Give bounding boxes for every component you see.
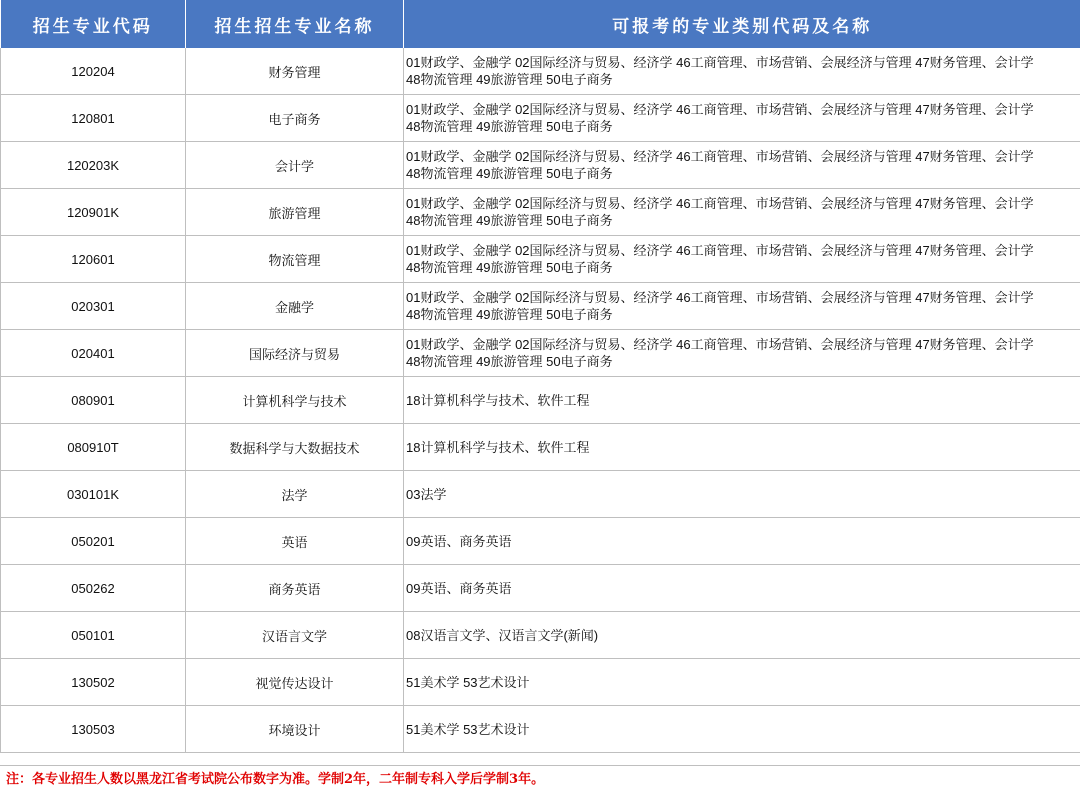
eligible-categories-cell: 01财政学、金融学 02国际经济与贸易、经济学 46工商管理、市场营销、会展经济与管理 47财务管理、会计学 48物流管理 49旅游管理 50电子商务 bbox=[404, 330, 1080, 377]
table-header-row bbox=[1, 0, 1080, 48]
table-row bbox=[1, 706, 1080, 753]
major-name-cell: 汉语言文学 bbox=[186, 612, 404, 659]
major-name-cell: 财务管理 bbox=[186, 48, 404, 95]
eligible-categories-cell: 01财政学、金融学 02国际经济与贸易、经济学 46工商管理、市场营销、会展经济与管理 47财务管理、会计学 48物流管理 49旅游管理 50电子商务 bbox=[404, 48, 1080, 95]
eligible-categories-cell: 03法学 bbox=[404, 471, 1080, 518]
major-name-cell: 计算机科学与技术 bbox=[186, 377, 404, 424]
header-major-name: 招生招生专业名称 bbox=[186, 0, 404, 48]
major-code-cell: 020401 bbox=[1, 330, 186, 377]
major-name-cell: 国际经济与贸易 bbox=[186, 330, 404, 377]
eligible-categories-cell: 01财政学、金融学 02国际经济与贸易、经济学 46工商管理、市场营销、会展经济与管理 47财务管理、会计学 48物流管理 49旅游管理 50电子商务 bbox=[404, 236, 1080, 283]
table-row bbox=[1, 471, 1080, 518]
table-row bbox=[1, 377, 1080, 424]
major-code-cell: 030101K bbox=[1, 471, 186, 518]
major-name-cell: 会计学 bbox=[186, 142, 404, 189]
eligible-categories-cell: 01财政学、金融学 02国际经济与贸易、经济学 46工商管理、市场营销、会展经济与管理 47财务管理、会计学 48物流管理 49旅游管理 50电子商务 bbox=[404, 189, 1080, 236]
eligible-categories-cell: 18计算机科学与技术、软件工程 bbox=[404, 424, 1080, 471]
eligible-categories-cell: 09英语、商务英语 bbox=[404, 518, 1080, 565]
table-row bbox=[1, 236, 1080, 283]
eligible-categories-cell: 01财政学、金融学 02国际经济与贸易、经济学 46工商管理、市场营销、会展经济与管理 47财务管理、会计学 48物流管理 49旅游管理 50电子商务 bbox=[404, 95, 1080, 142]
eligible-categories-cell: 51美术学 53艺术设计 bbox=[404, 706, 1080, 753]
table-row bbox=[1, 330, 1080, 377]
major-code-cell: 120601 bbox=[1, 236, 186, 283]
major-name-cell: 旅游管理 bbox=[186, 189, 404, 236]
major-code-cell: 130502 bbox=[1, 659, 186, 706]
eligible-categories-cell: 08汉语言文学、汉语言文学(新闻) bbox=[404, 612, 1080, 659]
major-code-cell: 050101 bbox=[1, 612, 186, 659]
header-eligible-categories: 可报考的专业类别代码及名称 bbox=[404, 0, 1080, 48]
table-row bbox=[1, 142, 1080, 189]
major-name-cell: 视觉传达设计 bbox=[186, 659, 404, 706]
major-code-cell: 080910T bbox=[1, 424, 186, 471]
footnote: 注：各专业招生人数以黑龙江省考试院公布数字为准。学制2年，二年制专科入学后学制3年。 bbox=[0, 765, 1080, 793]
header-major-code: 招生专业代码 bbox=[1, 0, 186, 48]
table-row bbox=[1, 283, 1080, 330]
major-code-cell: 050201 bbox=[1, 518, 186, 565]
major-code-cell: 120801 bbox=[1, 95, 186, 142]
eligible-categories-cell: 01财政学、金融学 02国际经济与贸易、经济学 46工商管理、市场营销、会展经济与管理 47财务管理、会计学 48物流管理 49旅游管理 50电子商务 bbox=[404, 142, 1080, 189]
major-code-cell: 120204 bbox=[1, 48, 186, 95]
table-row bbox=[1, 518, 1080, 565]
table-row bbox=[1, 189, 1080, 236]
eligible-categories-cell: 18计算机科学与技术、软件工程 bbox=[404, 377, 1080, 424]
table-row bbox=[1, 48, 1080, 95]
eligible-categories-cell: 51美术学 53艺术设计 bbox=[404, 659, 1080, 706]
table-row bbox=[1, 95, 1080, 142]
major-code-cell: 050262 bbox=[1, 565, 186, 612]
major-name-cell: 英语 bbox=[186, 518, 404, 565]
major-code-cell: 120203K bbox=[1, 142, 186, 189]
major-code-cell: 120901K bbox=[1, 189, 186, 236]
major-name-cell: 金融学 bbox=[186, 283, 404, 330]
table-row bbox=[1, 612, 1080, 659]
eligible-categories-cell: 01财政学、金融学 02国际经济与贸易、经济学 46工商管理、市场营销、会展经济与管理 47财务管理、会计学 48物流管理 49旅游管理 50电子商务 bbox=[404, 283, 1080, 330]
table-row bbox=[1, 659, 1080, 706]
major-code-cell: 020301 bbox=[1, 283, 186, 330]
major-code-cell: 080901 bbox=[1, 377, 186, 424]
major-name-cell: 电子商务 bbox=[186, 95, 404, 142]
major-name-cell: 数据科学与大数据技术 bbox=[186, 424, 404, 471]
table-row bbox=[1, 565, 1080, 612]
major-name-cell: 法学 bbox=[186, 471, 404, 518]
major-code-cell: 130503 bbox=[1, 706, 186, 753]
major-name-cell: 商务英语 bbox=[186, 565, 404, 612]
eligible-categories-cell: 09英语、商务英语 bbox=[404, 565, 1080, 612]
major-name-cell: 环境设计 bbox=[186, 706, 404, 753]
major-name-cell: 物流管理 bbox=[186, 236, 404, 283]
table-row bbox=[1, 424, 1080, 471]
